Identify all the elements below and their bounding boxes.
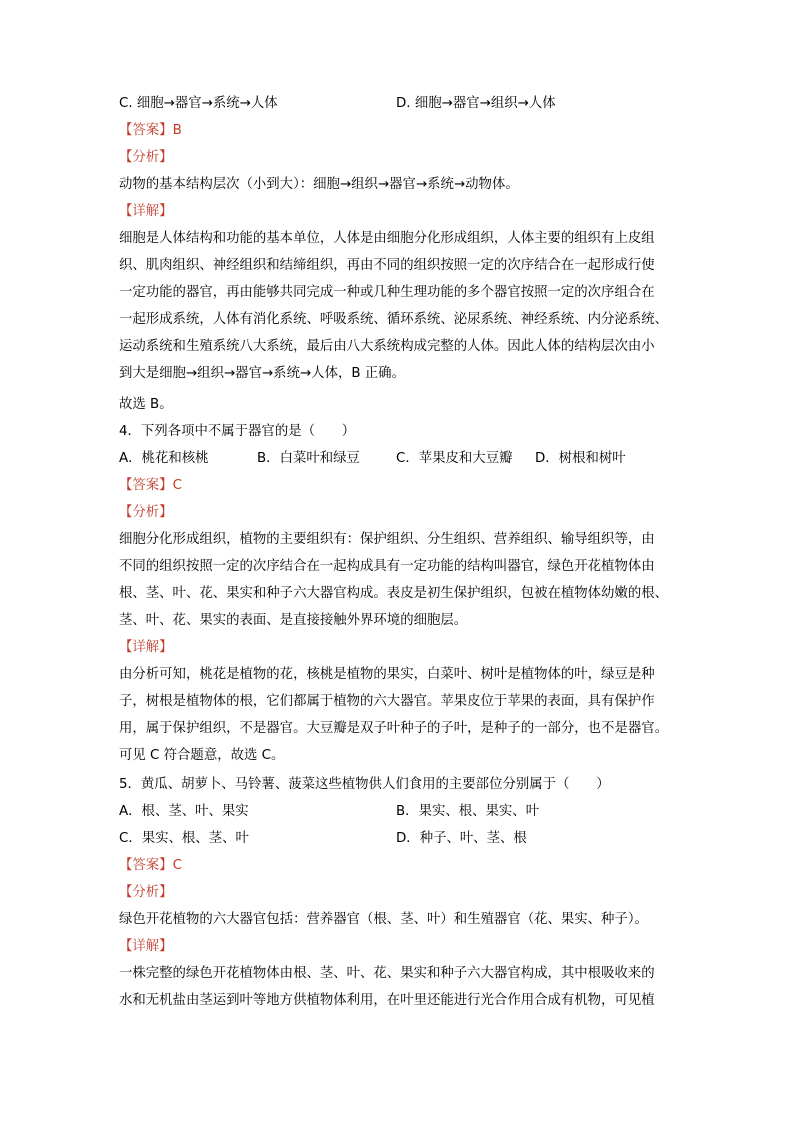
- q4-detail-line: 可见 C 符合题意，故选 C。: [119, 748, 285, 763]
- q5-option-b: B．果实、根、果实、叶: [396, 804, 540, 819]
- answer-tag: 【答案】: [119, 478, 173, 493]
- q5-option-c: C．果实、根、茎、叶: [119, 831, 249, 846]
- q4-detail-line: 由分析可知，桃花是植物的花，核桃是植物的果实，白菜叶、树叶是植物体的叶，绿豆是种: [119, 667, 655, 682]
- q5-detail-line: 水和无机盐由茎运到叶等地方供植物体利用，在叶里还能进行光合作用合成有机物，可见植: [119, 993, 655, 1008]
- analysis-tag: 【分析】: [119, 505, 173, 520]
- q5-analysis-text: 绿色开花植物的六大器官包括：营养器官（根、茎、叶）和生殖器官（花、果实、种子）。: [119, 912, 648, 927]
- detail-tag: 【详解】: [119, 640, 173, 655]
- q3-detail-line: 一起形成系统，人体有消化系统、呼吸系统、循环系统、泌尿系统、神经系统、内分泌系统、: [119, 312, 669, 327]
- analysis-tag: 【分析】: [119, 150, 173, 165]
- answer-value: B: [172, 123, 182, 138]
- q5-option-d: D．种子、叶、茎、根: [396, 831, 527, 846]
- answer-value: C: [172, 858, 182, 873]
- q4-option-a: A．桃花和核桃: [119, 451, 209, 466]
- q3-option-d: D. 细胞→器官→组织→人体: [396, 96, 556, 111]
- q4-detail-line: 用，属于保护组织，不是器官。大豆瓣是双子叶种子的子叶，是种子的一部分，也不是器官。: [119, 721, 669, 736]
- q3-conclusion: 故选 B。: [119, 397, 173, 412]
- detail-tag: 【详解】: [119, 939, 173, 954]
- q4-analysis-line: 根、茎、叶、花、果实和种子六大器官构成。表皮是初生保护组织，包被在植物体幼嫩的根、: [119, 586, 669, 601]
- q3-answer: [119, 118, 679, 145]
- q5-option-a: A．根、茎、叶、果实: [119, 804, 249, 819]
- q4-option-b: B．白菜叶和绿豆: [257, 451, 360, 466]
- q3-detail-line: 细胞是人体结构和功能的基本单位，人体是由细胞分化形成组织，人体主要的组织有上皮组: [119, 231, 655, 246]
- q3-detail-line: 织、肌肉组织、神经组织和结缔组织，再由不同的组织按照一定的次序结合在一起形成行使: [119, 258, 655, 273]
- answer-tag: 【答案】: [119, 858, 173, 873]
- q4-stem: 4．下列各项中不属于器官的是（ ）: [119, 424, 356, 439]
- q3-analysis-text: 动物的基本结构层次（小到大）：细胞→组织→器官→系统→动物体。: [119, 177, 519, 192]
- q3-detail-line: 运动系统和生殖系统八大系统，最后由八大系统构成完整的人体。因此人体的结构层次由小: [119, 339, 655, 354]
- q4-option-d: D．树根和树叶: [535, 451, 626, 466]
- q4-analysis-line: 细胞分化形成组织，植物的主要组织有：保护组织、分生组织、营养组织、输导组织等，由: [119, 532, 655, 547]
- answer-value: C: [172, 478, 182, 493]
- q5-stem: 5．黄瓜、胡萝卜、马铃薯、菠菜这些植物供人们食用的主要部位分别属于（ ）: [119, 777, 610, 792]
- q5-answer: [119, 853, 679, 880]
- q4-analysis-line: 不同的组织按照一定的次序结合在一起构成具有一定功能的结构叫器官，绿色开花植物体由: [119, 559, 655, 574]
- answer-tag: 【答案】: [119, 123, 173, 138]
- q3-detail-line: 到大是细胞→组织→器官→系统→人体，B 正确。: [119, 366, 405, 381]
- q3-detail-line: 一定功能的器官，再由能够共同完成一种或几种生理功能的多个器官按照一定的次序组合在: [119, 285, 655, 300]
- q3-option-c: C. 细胞→器官→系统→人体: [119, 96, 278, 111]
- q5-detail-line: 一株完整的绿色开花植物体由根、茎、叶、花、果实和种子六大器官构成，其中根吸收来的: [119, 966, 655, 981]
- detail-tag: 【详解】: [119, 204, 173, 219]
- q4-analysis-line: 茎、叶、花、果实的表面、是直接接触外界环境的细胞层。: [119, 613, 468, 628]
- analysis-tag: 【分析】: [119, 885, 173, 900]
- q4-answer: [119, 473, 679, 500]
- q4-detail-line: 子，树根是植物体的根，它们都属于植物的六大器官。苹果皮位于苹果的表面，具有保护作: [119, 694, 655, 709]
- q4-option-c: C．苹果皮和大豆瓣: [396, 451, 513, 466]
